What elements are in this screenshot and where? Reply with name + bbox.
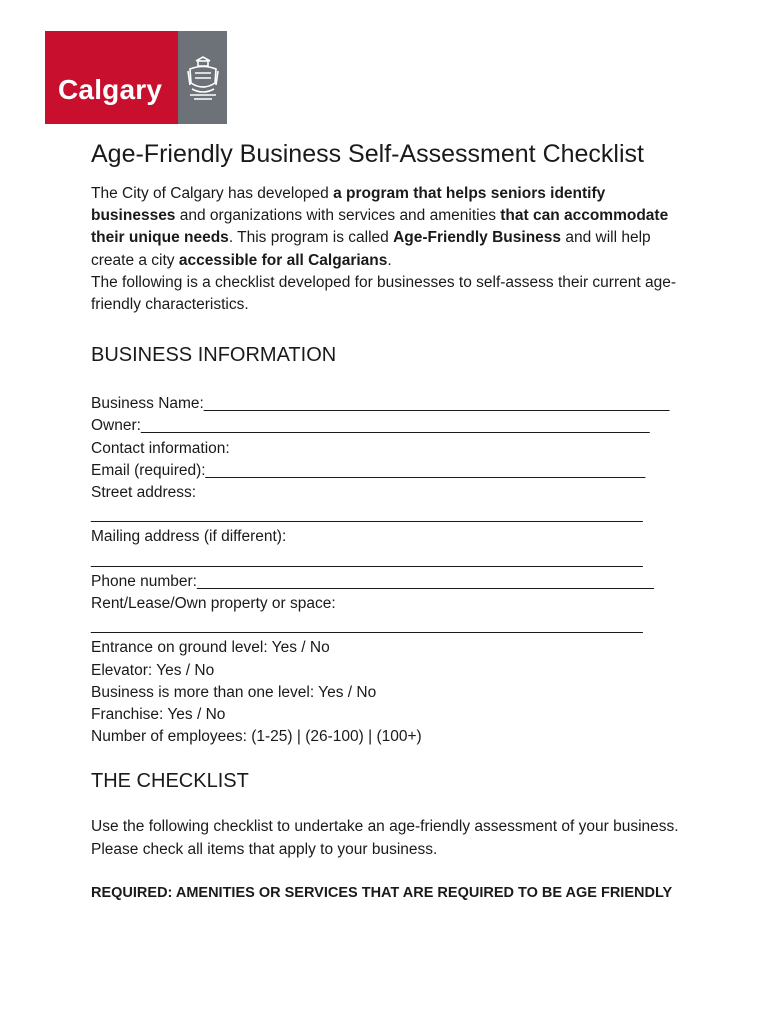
owner-field[interactable]: Owner:___________________________________________________________ bbox=[91, 417, 650, 435]
logo-red-block bbox=[45, 31, 178, 124]
property-field[interactable]: ________________________________________________________________ bbox=[91, 617, 643, 635]
business-name-field[interactable]: Business Name:______________________________________________________ bbox=[91, 395, 670, 413]
business-info-fields bbox=[91, 393, 691, 748]
intro-text-5: . bbox=[387, 251, 392, 269]
mailing-address-field[interactable]: ________________________________________________________________ bbox=[91, 550, 643, 568]
intro-bold-1: a program that helps seniors identify businesses bbox=[91, 185, 606, 225]
intro-text-2: and organizations with services and amenities bbox=[175, 207, 501, 225]
elevator-option[interactable]: Elevator: Yes / No bbox=[91, 661, 215, 679]
email-field[interactable]: Email (required):___________________________________________________ bbox=[91, 461, 646, 479]
page-title: Age-Friendly Business Self-Assessment Checklist bbox=[91, 140, 644, 168]
intro-text-1: The City of Calgary has developed bbox=[91, 185, 334, 202]
logo-wordmark: Calgary bbox=[58, 74, 163, 105]
checklist-intro bbox=[91, 816, 691, 860]
intro-text-4: and will help create a city bbox=[91, 229, 651, 269]
phone-number-field[interactable]: Phone number:_____________________________________________________ bbox=[91, 572, 654, 590]
calgary-logo bbox=[45, 31, 227, 124]
intro-text-3: . This program is called bbox=[228, 229, 394, 247]
checklist-instructions: Use the following checklist to undertake an age-friendly assessment of your business. bbox=[91, 818, 679, 836]
logo-grey-block bbox=[178, 31, 227, 124]
checklist-apply-note: Please check all items that apply to your business. bbox=[91, 840, 438, 858]
intro-bold-4: accessible for all Calgarians bbox=[178, 251, 388, 269]
street-address-label: Street address: bbox=[91, 484, 197, 502]
street-address-field[interactable]: ________________________________________________________________ bbox=[91, 506, 643, 524]
document-body bbox=[91, 138, 691, 903]
intro-bold-3: Age-Friendly Business bbox=[393, 229, 562, 247]
multi-level-option[interactable]: Business is more than one level: Yes / No bbox=[91, 683, 377, 701]
mailing-address-label: Mailing address (if different): bbox=[91, 528, 287, 546]
city-crest-icon bbox=[186, 55, 220, 101]
checklist-heading: THE CHECKLIST bbox=[91, 770, 249, 793]
intro-bold-2: that can accommodate their unique needs bbox=[91, 207, 669, 247]
intro-paragraph bbox=[91, 183, 691, 316]
intro-text-checklist: The following is a checklist developed for businesses to self-assess their current age-friendly characteristics. bbox=[91, 273, 676, 314]
entrance-ground-level-option[interactable]: Entrance on ground level: Yes / No bbox=[91, 639, 330, 657]
property-label: Rent/Lease/Own property or space: bbox=[91, 595, 336, 613]
required-section-heading: REQUIRED: AMENITIES OR SERVICES THAT ARE REQUIRED TO BE AGE FRIENDLY bbox=[91, 884, 673, 901]
business-info-heading: BUSINESS INFORMATION bbox=[91, 344, 337, 367]
intro-text bbox=[91, 183, 691, 272]
contact-info-label: Contact information: bbox=[91, 439, 230, 457]
franchise-option[interactable]: Franchise: Yes / No bbox=[91, 706, 226, 724]
employees-option[interactable]: Number of employees: (1-25) | (26-100) | (100+) bbox=[91, 728, 422, 746]
